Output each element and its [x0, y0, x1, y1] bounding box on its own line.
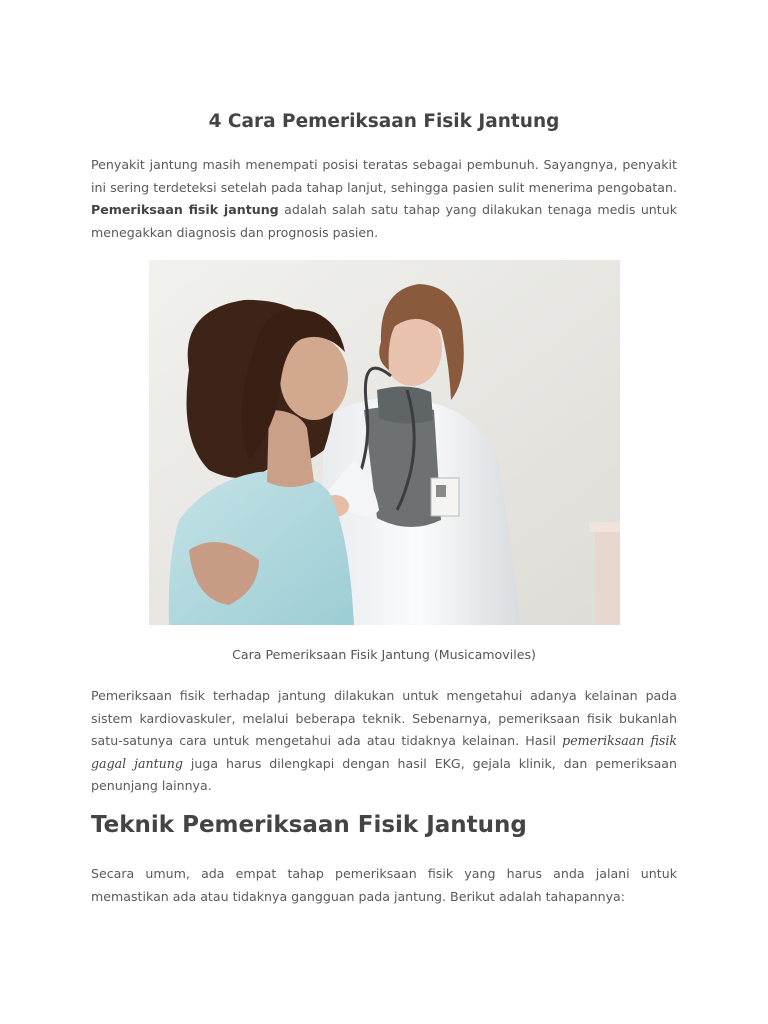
intro-paragraph [91, 154, 677, 244]
body-text-2: juga harus dilengkapi dengan hasil EKG, gejala klinik, dan pemeriksaan penunjang lainnya. [91, 755, 677, 794]
image-caption: Cara Pemeriksaan Fisik Jantung (Musicamoviles) [232, 647, 536, 662]
article-photo [149, 260, 620, 625]
section-heading: Teknik Pemeriksaan Fisik Jantung [91, 812, 527, 838]
body-paragraph [91, 685, 677, 798]
body-italic-link[interactable]: pemeriksaan fisik gagal jantung [91, 733, 677, 771]
doctor-patient-illustration [149, 260, 620, 625]
article-title: 4 Cara Pemeriksaan Fisik Jantung [208, 111, 560, 132]
intro-bold-term: Pemeriksaan fisik jantung [91, 202, 279, 218]
intro-text-1: Penyakit jantung masih menempati posisi teratas sebagai pembunuh. Sayangnya, penyakit ini sering terdeteksi setelah pada tahap lanjut, sehingga pasien sulit menerima pengobatan. [91, 157, 677, 195]
intro-text-2: adalah salah satu tahap yang dilakukan tenaga medis untuk menegakkan diagnosis dan prognosis pasien. [91, 202, 677, 240]
body-text-1: Pemeriksaan fisik terhadap jantung dilakukan untuk mengetahui adanya kelainan pada sistem kardiovaskuler, melalui beberapa teknik. Sebenarnya, pemeriksaan fisik bukanlah satu-satunya cara untuk mengetahui ada atau tidaknya kelainan. Hasil [91, 688, 677, 749]
section-paragraph: Secara umum, ada empat tahap pemeriksaan fisik yang harus anda jalani untuk memastikan ada atau tidaknya gangguan pada jantung. Berikut adalah tahapannya: [91, 866, 677, 904]
